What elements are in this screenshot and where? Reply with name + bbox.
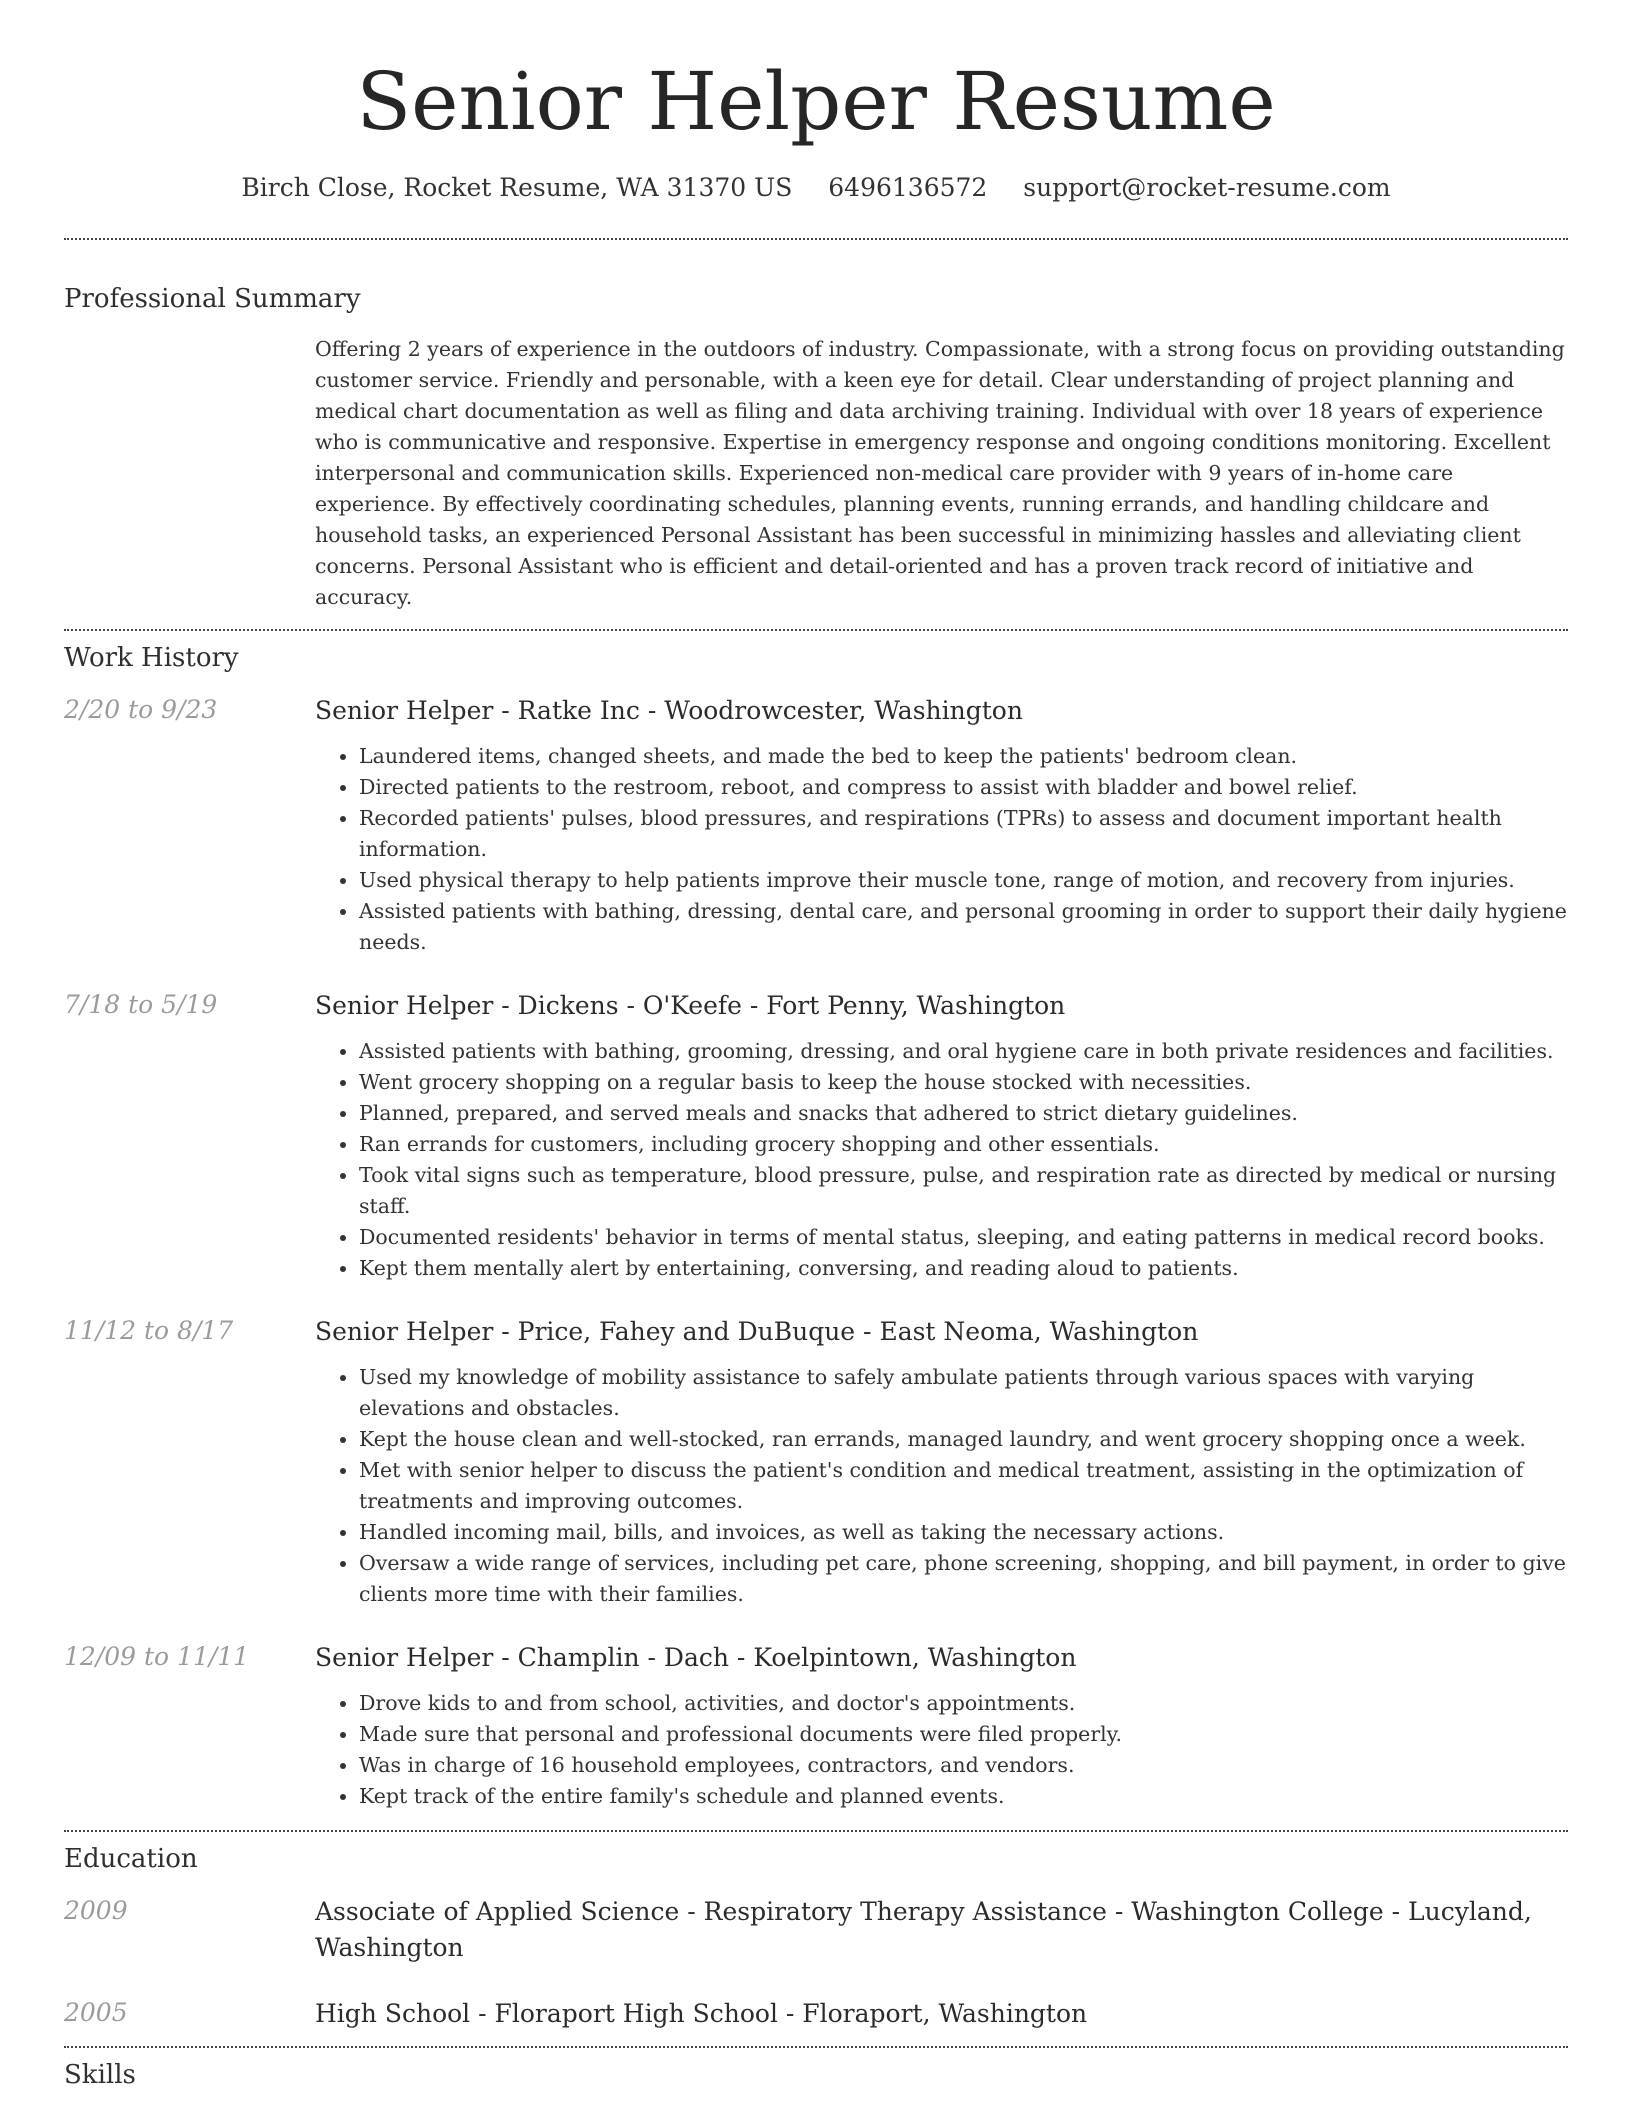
job-bullet: • Handled incoming mail, bills, and invoices, as well as taking the necessary actions. <box>359 1517 1568 1548</box>
job-bullet: • Kept track of the entire family's schedule and planned events. <box>359 1781 1568 1812</box>
job-dates: 2/20 to 9/23 <box>64 695 218 724</box>
job-bullet: • Directed patients to the restroom, reboot, and compress to assist with bladder and bowel relief. <box>359 772 1568 803</box>
education-body <box>315 1894 1568 1966</box>
job-title: Senior Helper - Champlin - Dach - Koelpintown, Washington <box>315 1643 1077 1672</box>
job-entry <box>64 1314 1568 1610</box>
summary-text: Offering 2 years of experience in the outdoors of industry. Compassionate, with a strong focus on providing outstanding customer service. Friendly and personable, with a keen eye for detail. Clear understanding of project planning and medical chart documentation as well as filing and data archiving training. Individual with over 18 years of experience who is communicative and responsive. Expertise in emergency response and ongoing conditions monitoring. Excellent interpersonal and communication skills. Experienced non-medical care provider with 9 years of in-home care experience. By effectively coordinating schedules, planning events, running errands, and handling childcare and household tasks, an experienced Personal Assistant has been successful in minimizing hassles and alleviating client concerns. Personal Assistant who is efficient and detail-oriented and has a proven track record of initiative and accuracy. <box>315 337 1565 609</box>
job-bullets <box>315 1688 1568 1812</box>
contact-line <box>64 172 1568 204</box>
job-entry <box>64 988 1568 1284</box>
job-title: Senior Helper - Ratke Inc - Woodrowcester, Washington <box>315 696 1023 725</box>
job-entry <box>64 1640 1568 1812</box>
contact-phone: 6496136572 <box>828 173 988 202</box>
section-divider <box>64 1830 1568 1832</box>
summary-spacer <box>64 334 315 613</box>
job-title: Senior Helper - Dickens - O'Keefe - Fort Penny, Washington <box>315 991 1066 1020</box>
summary-body <box>315 334 1568 613</box>
job-bullet: • Documented residents' behavior in terms of mental status, sleeping, and eating patterns in medical record books. <box>359 1222 1568 1253</box>
job-bullet: • Drove kids to and from school, activities, and doctor's appointments. <box>359 1688 1568 1719</box>
job-bullet: • Used physical therapy to help patients improve their muscle tone, range of motion, and recovery from injuries. <box>359 865 1568 896</box>
job-bullets <box>315 1036 1568 1284</box>
education-entry <box>64 1894 1568 1966</box>
job-bullet: • Took vital signs such as temperature, blood pressure, pulse, and respiration rate as directed by medical or nursing staff. <box>359 1160 1568 1222</box>
contact-address: Birch Close, Rocket Resume, WA 31370 US <box>241 173 793 202</box>
job-bullets <box>315 1362 1568 1610</box>
job-body <box>315 988 1568 1284</box>
work-heading: Work History <box>64 643 239 673</box>
job-bullet: • Assisted patients with bathing, grooming, dressing, and oral hygiene care in both private residences and facilities. <box>359 1036 1568 1067</box>
job-bullet: • Planned, prepared, and served meals and snacks that adhered to strict dietary guidelines. <box>359 1098 1568 1129</box>
education-year: 2009 <box>64 1896 128 1925</box>
job-bullet: • Ran errands for customers, including grocery shopping and other essentials. <box>359 1129 1568 1160</box>
job-dates: 12/09 to 11/11 <box>64 1642 250 1671</box>
resume-title: Senior Helper Resume <box>356 55 1276 148</box>
job-entry <box>64 693 1568 958</box>
education-body <box>315 1996 1568 2032</box>
job-bullet: • Used my knowledge of mobility assistance to safely ambulate patients through various spaces with varying elevations and obstacles. <box>359 1362 1568 1424</box>
job-bullet: • Was in charge of 16 household employees, contractors, and vendors. <box>359 1750 1568 1781</box>
job-body <box>315 1314 1568 1610</box>
education-year: 2005 <box>64 1998 128 2027</box>
education-entry <box>64 1996 1568 2032</box>
section-divider <box>64 2046 1568 2048</box>
job-dates: 11/12 to 8/17 <box>64 1316 234 1345</box>
job-body <box>315 1640 1568 1812</box>
education-heading: Education <box>64 1844 198 1874</box>
job-dates: 7/18 to 5/19 <box>64 990 218 1019</box>
job-bullet: • Recorded patients' pulses, blood pressures, and respirations (TPRs) to assess and document important health information. <box>359 803 1568 865</box>
section-divider <box>64 238 1568 240</box>
contact-email: support@rocket-resume.com <box>1023 173 1391 202</box>
job-bullet: • Went grocery shopping on a regular basis to keep the house stocked with necessities. <box>359 1067 1568 1098</box>
job-bullet: • Assisted patients with bathing, dressing, dental care, and personal grooming in order to support their daily hygiene needs. <box>359 896 1568 958</box>
job-bullet: • Kept them mentally alert by entertaining, conversing, and reading aloud to patients. <box>359 1253 1568 1284</box>
job-bullets <box>315 741 1568 958</box>
job-bullet: • Oversaw a wide range of services, including pet care, phone screening, shopping, and bill payment, in order to give clients more time with their families. <box>359 1548 1568 1610</box>
summary-heading: Professional Summary <box>64 284 361 314</box>
section-divider <box>64 629 1568 631</box>
education-title: Associate of Applied Science - Respiratory Therapy Assistance - Washington College - Lucyland, Washington <box>315 1897 1532 1962</box>
job-body <box>315 693 1568 958</box>
skills-heading: Skills <box>64 2060 136 2090</box>
summary-row <box>64 334 1568 613</box>
job-bullet: • Met with senior helper to discuss the patient's condition and medical treatment, assisting in the optimization of treatments and improving outcomes. <box>359 1455 1568 1517</box>
job-bullet: • Made sure that personal and professional documents were filed properly. <box>359 1719 1568 1750</box>
job-bullet: • Laundered items, changed sheets, and made the bed to keep the patients' bedroom clean. <box>359 741 1568 772</box>
job-title: Senior Helper - Price, Fahey and DuBuque - East Neoma, Washington <box>315 1317 1199 1346</box>
job-bullet: • Kept the house clean and well-stocked, ran errands, managed laundry, and went grocery shopping once a week. <box>359 1424 1568 1455</box>
education-title: High School - Floraport High School - Floraport, Washington <box>315 1999 1088 2028</box>
